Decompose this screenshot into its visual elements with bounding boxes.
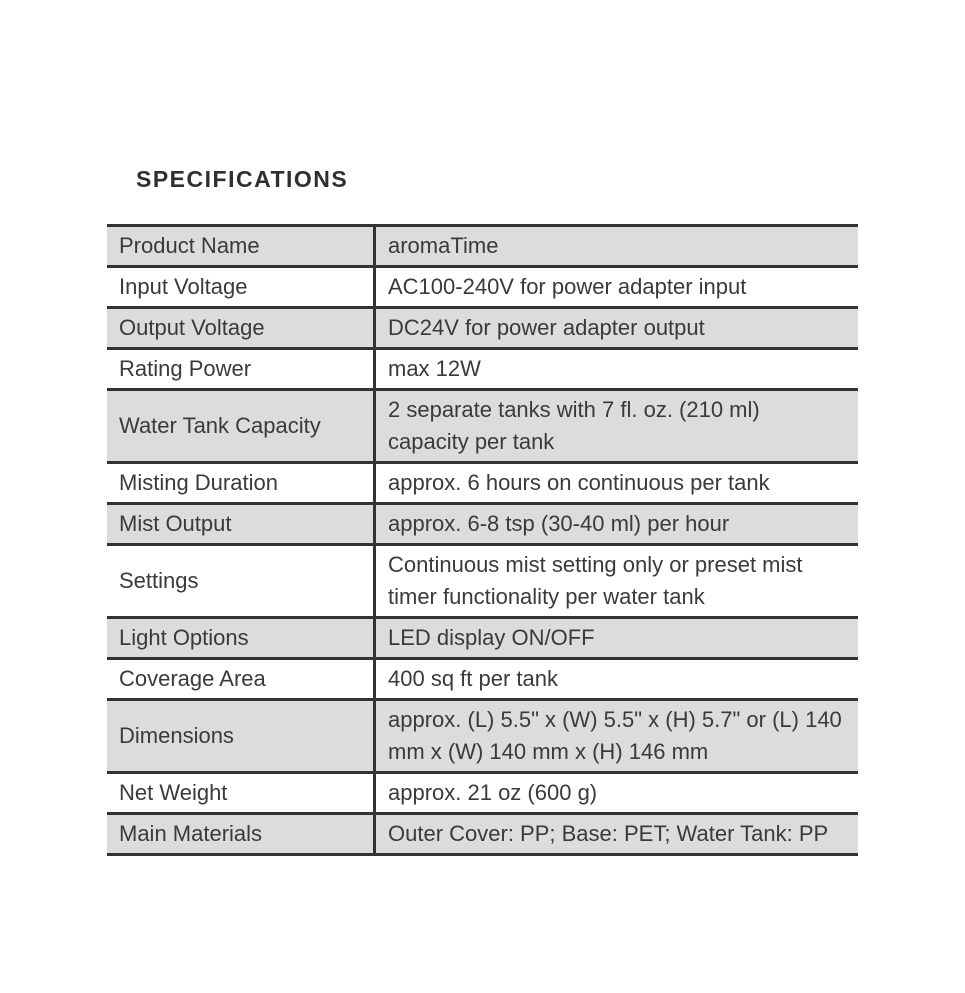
spec-label: Misting Duration <box>107 463 375 504</box>
spec-row-mist-output <box>107 504 858 545</box>
spec-label: Water Tank Capacity <box>107 390 375 463</box>
spec-value: 2 separate tanks with 7 fl. oz. (210 ml) capacity per tank <box>375 390 859 463</box>
spec-value: approx. 6 hours on continuous per tank <box>375 463 859 504</box>
spec-value: Continuous mist setting only or preset mist timer functionality per water tank <box>375 545 859 618</box>
spec-value: approx. 21 oz (600 g) <box>375 773 859 814</box>
spec-value: approx. (L) 5.5" x (W) 5.5" x (H) 5.7" or (L) 140 mm x (W) 140 mm x (H) 146 mm <box>375 700 859 773</box>
spec-label: Mist Output <box>107 504 375 545</box>
spec-value: 400 sq ft per tank <box>375 659 859 700</box>
spec-row-product-name <box>107 226 858 267</box>
spec-row-misting-duration <box>107 463 858 504</box>
spec-row-water-tank-capacity <box>107 390 858 463</box>
specifications-heading: SPECIFICATIONS <box>136 166 349 192</box>
spec-value: aromaTime <box>375 226 859 267</box>
spec-row-input-voltage <box>107 267 858 308</box>
spec-label: Input Voltage <box>107 267 375 308</box>
spec-value: AC100-240V for power adapter input <box>375 267 859 308</box>
spec-label: Light Options <box>107 618 375 659</box>
spec-row-output-voltage <box>107 308 858 349</box>
spec-label: Settings <box>107 545 375 618</box>
spec-row-settings <box>107 545 858 618</box>
spec-value: DC24V for power adapter output <box>375 308 859 349</box>
spec-label: Product Name <box>107 226 375 267</box>
spec-label: Dimensions <box>107 700 375 773</box>
spec-row-dimensions <box>107 700 858 773</box>
spec-label: Rating Power <box>107 349 375 390</box>
spec-label: Net Weight <box>107 773 375 814</box>
spec-row-main-materials <box>107 814 858 855</box>
spec-row-rating-power <box>107 349 858 390</box>
spec-row-coverage-area <box>107 659 858 700</box>
spec-value: LED display ON/OFF <box>375 618 859 659</box>
spec-label: Output Voltage <box>107 308 375 349</box>
specifications-table <box>107 224 858 856</box>
spec-value: max 12W <box>375 349 859 390</box>
spec-label: Coverage Area <box>107 659 375 700</box>
spec-label: Main Materials <box>107 814 375 855</box>
spec-row-light-options <box>107 618 858 659</box>
spec-value: Outer Cover: PP; Base: PET; Water Tank: PP <box>375 814 859 855</box>
spec-row-net-weight <box>107 773 858 814</box>
spec-value: approx. 6-8 tsp (30-40 ml) per hour <box>375 504 859 545</box>
